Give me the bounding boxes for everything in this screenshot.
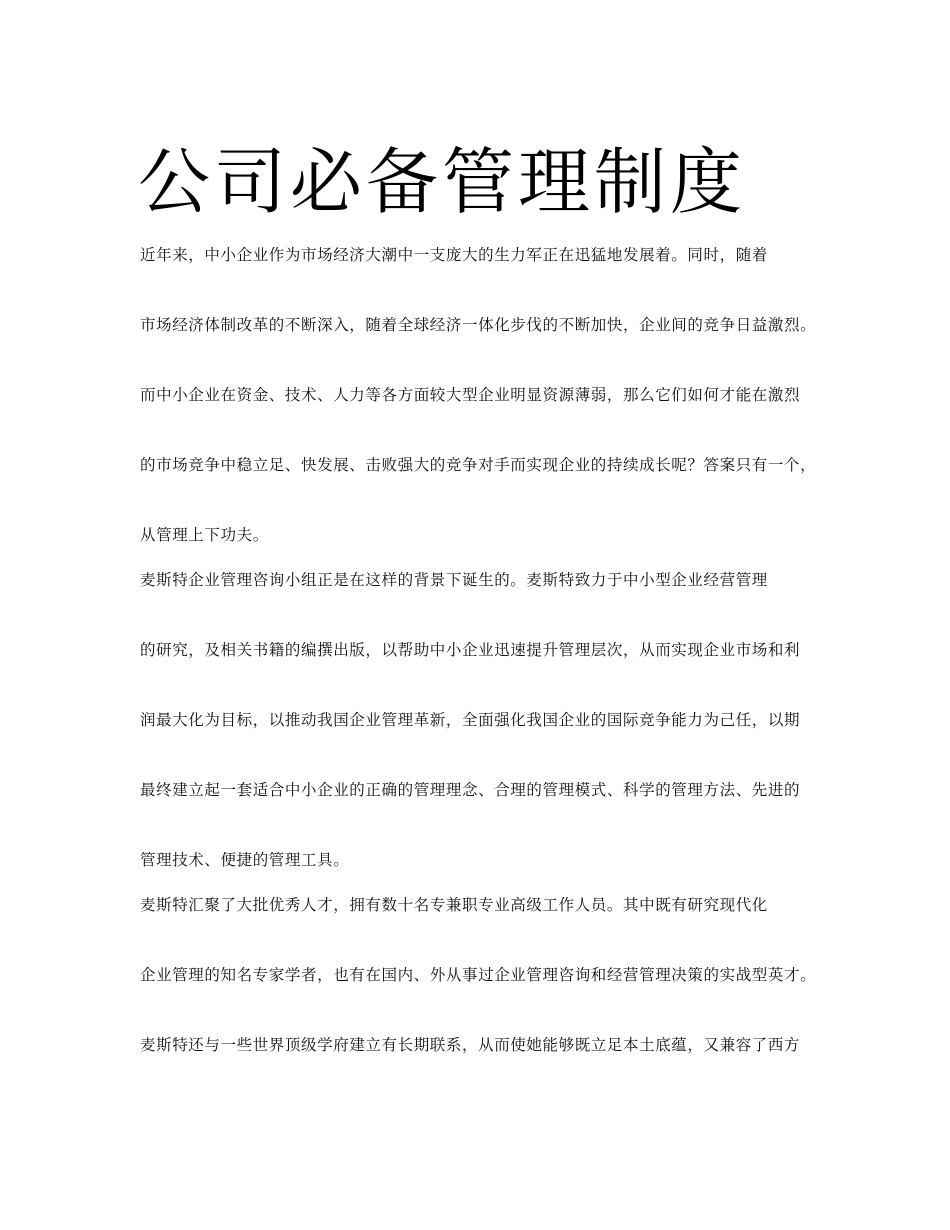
paragraph-6: 麦斯特企业管理咨询小组正是在这样的背景下诞生的。麦斯特致力于中小型企业经营管理	[140, 571, 768, 589]
paragraph-9: 最终建立起一套适合中小企业的正确的管理理念、合理的管理模式、科学的管理方法、先进的	[140, 781, 801, 799]
paragraph-1: 近年来，中小企业作为市场经济大潮中一支庞大的生力军正在迅猛地发展着。同时，随着	[140, 246, 768, 264]
paragraph-10: 管理技术、便捷的管理工具。	[140, 851, 350, 869]
paragraph-3: 而中小企业在资金、技术、人力等各方面较大型企业明显资源薄弱，那么它们如何才能在激烈	[140, 386, 801, 404]
paragraph-2: 市场经济体制改革的不断深入，随着全球经济一体化步伐的不断加快，企业间的竞争日益激烈。	[140, 316, 817, 334]
document-title: 公司必备管理制度	[138, 140, 747, 224]
paragraph-8: 润最大化为目标，以推动我国企业管理革新，全面强化我国企业的国际竞争能力为己任，以期	[140, 711, 801, 729]
document-body	[140, 243, 820, 1103]
paragraph-11: 麦斯特汇聚了大批优秀人才，拥有数十名专兼职专业高级工作人员。其中既有研究现代化	[140, 896, 768, 914]
paragraph-12: 企业管理的知名专家学者，也有在国内、外从事过企业管理咨询和经营管理决策的实战型英才。	[140, 966, 817, 984]
paragraph-5: 从管理上下功夫。	[140, 526, 269, 544]
paragraph-13: 麦斯特还与一些世界顶级学府建立有长期联系，从而使她能够既立足本土底蕴，又兼容了西方	[140, 1036, 801, 1054]
paragraph-4: 的市场竞争中稳立足、快发展、击败强大的竞争对手而实现企业的持续成长呢？答案只有一个，	[140, 456, 817, 474]
paragraph-7: 的研究，及相关书籍的编撰出版，以帮助中小企业迅速提升管理层次，从而实现企业市场和利	[140, 641, 801, 659]
